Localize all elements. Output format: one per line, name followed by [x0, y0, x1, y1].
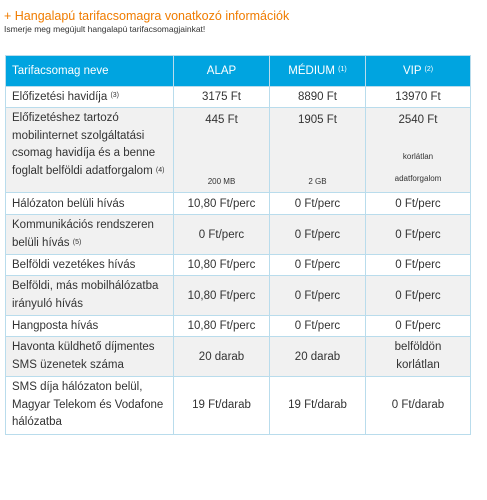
- cell-vip: 2540 Ft korlátlan adatforgalom: [366, 108, 471, 193]
- table-row: [6, 108, 471, 193]
- row-label: Belföldi, más mobilhálózatba irányuló hívás: [6, 276, 174, 316]
- cell-alap: 10,80 Ft/perc: [174, 193, 270, 215]
- table-row: [6, 316, 471, 337]
- cell-alap: 3175 Ft: [174, 87, 270, 108]
- section-title[interactable]: + Hangalapú tarifacsomagra vonatkozó információk: [4, 9, 290, 23]
- row-label: Előfizetési havidíja $^{(3)}$: [6, 87, 174, 108]
- cell-alap: 445 Ft 200 MB: [174, 108, 270, 193]
- cell-vip: 0 Ft/perc: [366, 193, 471, 215]
- section-subtitle: Ismerje meg megújult hangalapú tarifacsomagjainkat!: [4, 24, 206, 34]
- cell-alap: 0 Ft/perc: [174, 215, 270, 255]
- cell-medium: 0 Ft/perc: [270, 276, 366, 316]
- row-label: Kommunikációs rendszeren belüli hívás $^{(5)}$: [6, 215, 174, 255]
- table-row: [6, 87, 471, 108]
- row-label: Belföldi vezetékes hívás: [6, 255, 174, 276]
- table-row: [6, 193, 471, 215]
- cell-vip: 0 Ft/darab: [366, 377, 471, 435]
- cell-vip: 0 Ft/perc: [366, 316, 471, 337]
- cell-medium: 20 darab: [270, 337, 366, 377]
- cell-alap: 20 darab: [174, 337, 270, 377]
- tariff-table: [5, 55, 471, 435]
- cell-medium: 0 Ft/perc: [270, 316, 366, 337]
- cell-vip: belföldön korlátlan: [366, 337, 471, 377]
- table-row: [6, 276, 471, 316]
- cell-alap: 19 Ft/darab: [174, 377, 270, 435]
- table-row: [6, 255, 471, 276]
- cell-vip: 13970 Ft: [366, 87, 471, 108]
- table-row: [6, 377, 471, 435]
- table-row: [6, 337, 471, 377]
- cell-vip: 0 Ft/perc: [366, 255, 471, 276]
- cell-vip: 0 Ft/perc: [366, 215, 471, 255]
- table-row: [6, 215, 471, 255]
- row-label: Előfizetéshez tartozó mobilinternet szolgáltatási csomag havidíja és a benne foglalt belföldi adatforgalom $^{(4)}$: [6, 108, 174, 193]
- cell-alap: 10,80 Ft/perc: [174, 276, 270, 316]
- header-alap: ALAP: [174, 56, 270, 87]
- header-vip: VIP $^{(2)}$: [366, 56, 471, 87]
- cell-medium: 0 Ft/perc: [270, 215, 366, 255]
- cell-alap: 10,80 Ft/perc: [174, 255, 270, 276]
- cell-alap: 10,80 Ft/perc: [174, 316, 270, 337]
- table-header-row: [6, 56, 471, 87]
- row-label: Hálózaton belüli hívás: [6, 193, 174, 215]
- cell-medium: 0 Ft/perc: [270, 193, 366, 215]
- row-label: Havonta küldhető díjmentes SMS üzenetek száma: [6, 337, 174, 377]
- cell-vip: 0 Ft/perc: [366, 276, 471, 316]
- header-name: Tarifacsomag neve: [6, 56, 174, 87]
- row-label: SMS díja hálózaton belül, Magyar Telekom és Vodafone hálózatba: [6, 377, 174, 435]
- row-label: Hangposta hívás: [6, 316, 174, 337]
- cell-medium: 19 Ft/darab: [270, 377, 366, 435]
- cell-medium: 1905 Ft 2 GB: [270, 108, 366, 193]
- cell-medium: 0 Ft/perc: [270, 255, 366, 276]
- header-medium: MÉDIUM $^{(1)}$: [270, 56, 366, 87]
- cell-medium: 8890 Ft: [270, 87, 366, 108]
